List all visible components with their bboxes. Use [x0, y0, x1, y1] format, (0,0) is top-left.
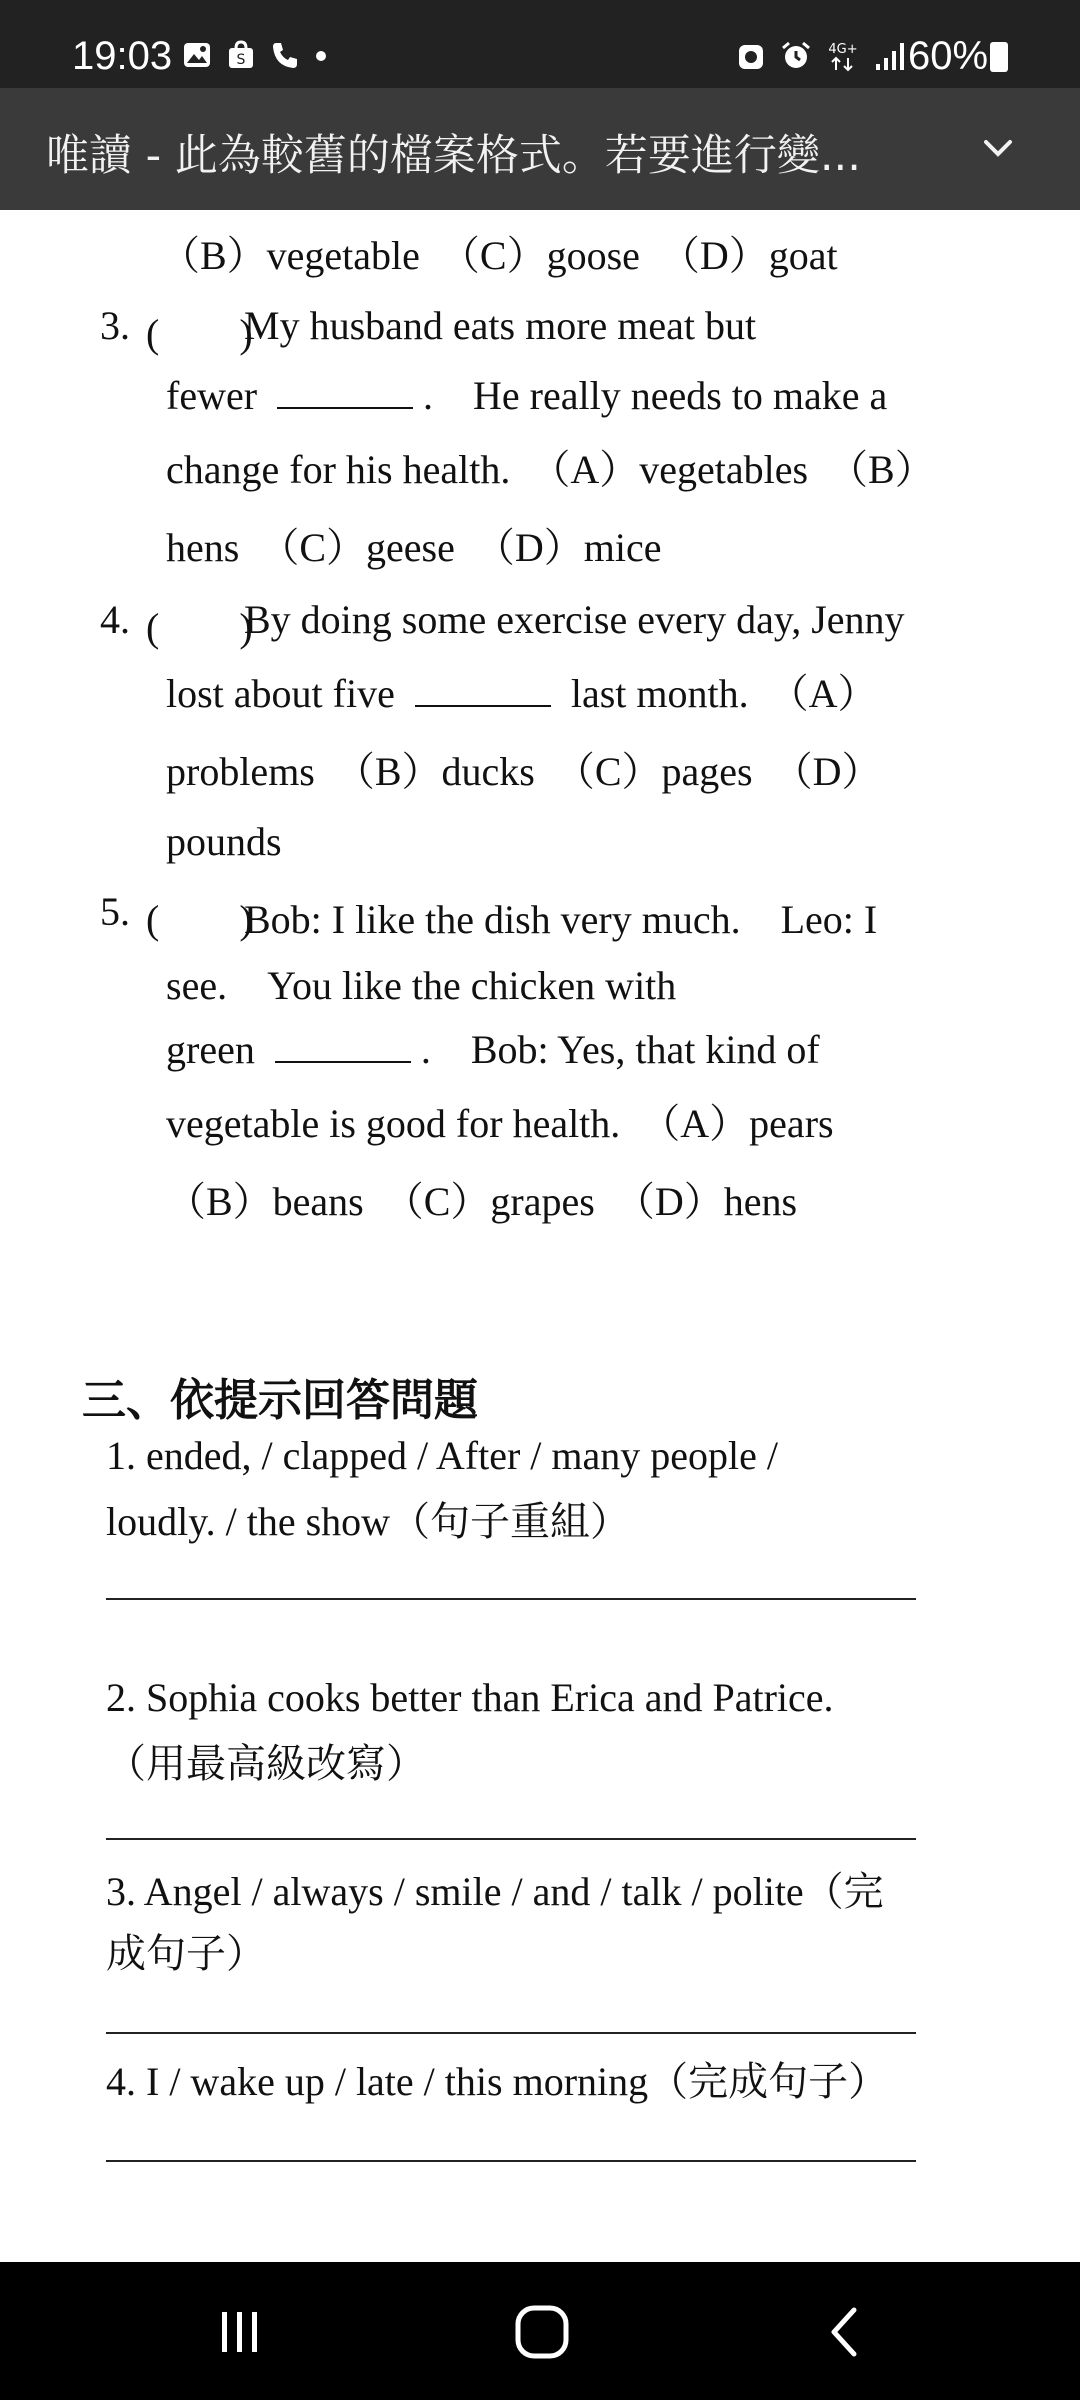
q5-line1: Bob: I like the dish very much. Leo: I: [244, 897, 878, 942]
s3-item3-text1: Angel / always / smile / and / talk / polite（完: [143, 1869, 884, 1914]
vpn-icon: [736, 41, 766, 71]
s3-item2-answer-line[interactable]: [106, 1838, 916, 1840]
back-button[interactable]: [806, 2294, 886, 2370]
q5-blank: [275, 1027, 411, 1063]
q4-line2-a: lost about five: [166, 671, 395, 716]
s3-item4-number: 4.: [106, 2059, 136, 2104]
recents-button[interactable]: [200, 2294, 280, 2370]
signal-icon: [874, 40, 908, 72]
s3-item4-line1: [106, 2050, 888, 2107]
home-icon: [510, 2300, 574, 2364]
q4-line1: By doing some exercise every day, Jenny: [244, 597, 905, 642]
s3-item3-line2: 成句子）: [106, 1931, 266, 1976]
q4-line3: problems （B）ducks （C）pages （D）: [166, 749, 882, 794]
q3-line2-b: . He really needs to make a: [423, 373, 888, 418]
s3-item1-text1: ended, / clapped / After / many people /: [146, 1433, 779, 1478]
q5-line3: [166, 1018, 820, 1075]
document-page: [0, 210, 1080, 2262]
q3-answer-paren: ( ): [146, 311, 253, 356]
back-icon: [816, 2302, 876, 2362]
s3-item3-answer-line[interactable]: [106, 2032, 916, 2034]
status-bar: [0, 0, 1080, 88]
s3-item3-line1: [106, 1860, 884, 1917]
s3-item1-number: 1.: [106, 1433, 136, 1478]
q5-line3-a: green: [166, 1027, 255, 1072]
q4-line2: [166, 662, 878, 719]
s3-item2-line2: （用最高級改寫）: [106, 1741, 426, 1786]
shopee-icon: [226, 40, 256, 70]
svg-text:S: S: [236, 52, 246, 68]
call-icon: [270, 40, 300, 70]
recents-icon: [210, 2302, 270, 2362]
q4-line2-b: last month. （A）: [570, 671, 878, 716]
battery-icon: [990, 42, 1008, 72]
q3-line2: [166, 364, 887, 421]
s3-item2-line1: [106, 1674, 834, 1721]
4g-icon: [826, 40, 860, 72]
image-icon: [182, 40, 212, 70]
q4-blank: [415, 671, 551, 707]
q5-line3-b: . Bob: Yes, that kind of: [420, 1027, 820, 1072]
q2-options: （B）vegetable （C）goose （D）goat: [160, 233, 838, 278]
q3-line3: change for his health. （A）vegetables （B）: [166, 447, 935, 492]
q3-blank: [277, 373, 413, 409]
section3-title: 三、依提示回答問題: [82, 1375, 478, 1426]
q3-line4: hens （C）geese （D）mice: [166, 525, 662, 570]
dot-icon: [314, 40, 328, 70]
s3-item1-answer-line[interactable]: [106, 1598, 916, 1600]
s3-item2-text1: Sophia cooks better than Erica and Patrice.: [146, 1675, 834, 1720]
q5-line4: vegetable is good for health. （A）pears: [166, 1101, 834, 1146]
q5-line5: （B）beans （C）grapes （D）hens: [166, 1179, 798, 1224]
chevron-down-icon[interactable]: [978, 128, 1018, 168]
q3-number: 3.: [100, 303, 130, 348]
navigation-bar: [0, 2262, 1080, 2400]
home-button[interactable]: [502, 2294, 582, 2370]
q5-line2: see. You like the chicken with: [166, 963, 677, 1008]
q5-answer-paren: ( ): [146, 897, 253, 942]
q4-line4: pounds: [166, 819, 282, 864]
s3-item1-line1: [106, 1432, 778, 1479]
q3-line2-a: fewer: [166, 373, 258, 418]
svg-text:4G+: 4G+: [828, 42, 858, 57]
s3-item4-answer-line[interactable]: [106, 2160, 916, 2162]
battery-percent: 60%: [908, 34, 989, 78]
s3-item3-number: 3.: [106, 1869, 136, 1914]
q4-answer-paren: ( ): [146, 605, 253, 650]
s3-item2-number: 2.: [106, 1675, 136, 1720]
alarm-icon: [780, 40, 812, 72]
q5-number: 5.: [100, 889, 130, 934]
s3-item4-text1: I / wake up / late / this morning（完成句子）: [146, 2059, 889, 2104]
s3-item1-line2: loudly. / the show（句子重組）: [106, 1499, 631, 1544]
banner-title: 唯讀 - 此為較舊的檔案格式。若要進行變...: [46, 131, 861, 181]
clock: 19:03: [72, 34, 173, 78]
q3-line1: My husband eats more meat but: [244, 303, 757, 348]
q4-number: 4.: [100, 597, 130, 642]
read-only-banner[interactable]: [0, 88, 1080, 210]
